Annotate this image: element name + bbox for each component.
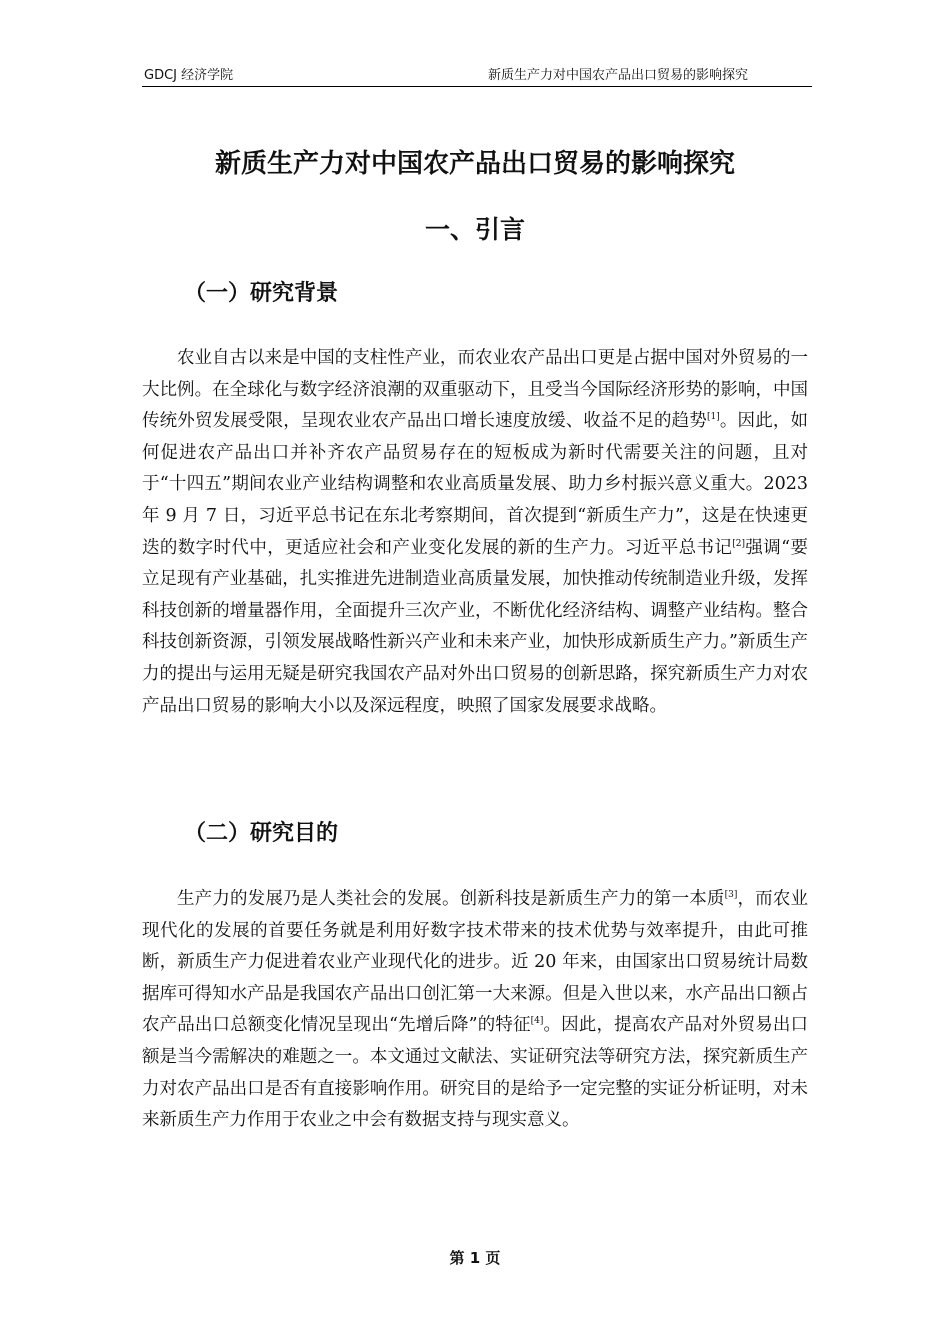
header-paper-title: 新质生产力对中国农产品出口贸易的影响探究 xyxy=(487,68,748,83)
subsection-heading-purpose: （二）研究目的 xyxy=(184,821,339,846)
citation-marker: [1] xyxy=(706,412,720,423)
paragraph-background xyxy=(142,343,808,722)
page-number: 第 1 页 xyxy=(449,1249,501,1267)
citation-marker: [4] xyxy=(530,1016,544,1027)
paragraph-text: ，而农业现代化的发展的首要任务就是利用好数字技术带来的技术优势与效率提升，由此可推断，新质生产力促进着农业产业现代化的进步。近 20 年来，由国家出口贸易统计局数据库可得知水产品是我国农产品出口创汇第一大来源。但是入世以来，水产品出口额占农产品出口总额变化情况呈现出“先增后降”的特征 xyxy=(142,889,809,1036)
paragraph-text: 农业自古以来是中国的支柱性产业，而农业农产品出口更是占据中国对外贸易的一大比例。在全球化与数字经济浪潮的双重驱动下，且受当今国际经济形势的影响，中国传统外贸发展受限，呈现农业农产品出口增长速度放缓、收益不足的趋势 xyxy=(142,348,808,432)
subsection-heading-background: （一）研究背景 xyxy=(184,281,339,306)
paragraph-text: 。因此，如何促进农产品出口并补齐农产品贸易存在的短板成为新时代需要关注的问题，且对于“十四五”期间农业产业结构调整和农业高质量发展、助力乡村振兴意义重大。2023 年 9 月 7 日，习近平总书记在东北考察期间，首次提到“新质生产力”，这是在快速更迭的数字时代中，更适应社会和产业变化发展的新的生产力。习近平总书记 xyxy=(142,411,809,558)
paragraph-purpose xyxy=(142,884,808,1137)
citation-marker: [3] xyxy=(724,890,738,900)
header-institution: GDCJ 经济学院 xyxy=(144,68,234,83)
paper-title: 新质生产力对中国农产品出口贸易的影响探究 xyxy=(214,149,735,179)
section-heading-introduction: 一、引言 xyxy=(424,215,525,244)
paragraph-text: 生产力的发展乃是人类社会的发展。创新科技是新质生产力的第一本质 xyxy=(177,889,725,909)
citation-marker: [2] xyxy=(732,538,745,549)
paragraph-text: 。因此，提高农产品对外贸易出口额是当今需解决的难题之一。本文通过文献法、实证研究法等研究方法，探究新质生产力对农产品出口是否有直接影响作用。研究目的是给予一定完整的实证分析证明，对未来新质生产力作用于农业之中会有数据支持与现实意义。 xyxy=(142,1015,808,1131)
paragraph-text: 强调“要立足现有产业基础，扎实推进先进制造业高质量发展，加快推动传统制造业升级，发挥科技创新的增量器作用，全面提升三次产业，不断优化经济结构、调整产业结构。整合科技创新资源，引领发展战略性新兴产业和未来产业，加快形成新质生产力。”新质生产力的提出与运用无疑是研究我国农产品对外出口贸易的创新思路，探究新质生产力对农产品出口贸易的影响大小以及深远程度，映照了国家发展要求战略。 xyxy=(142,537,808,716)
running-header xyxy=(142,66,812,87)
